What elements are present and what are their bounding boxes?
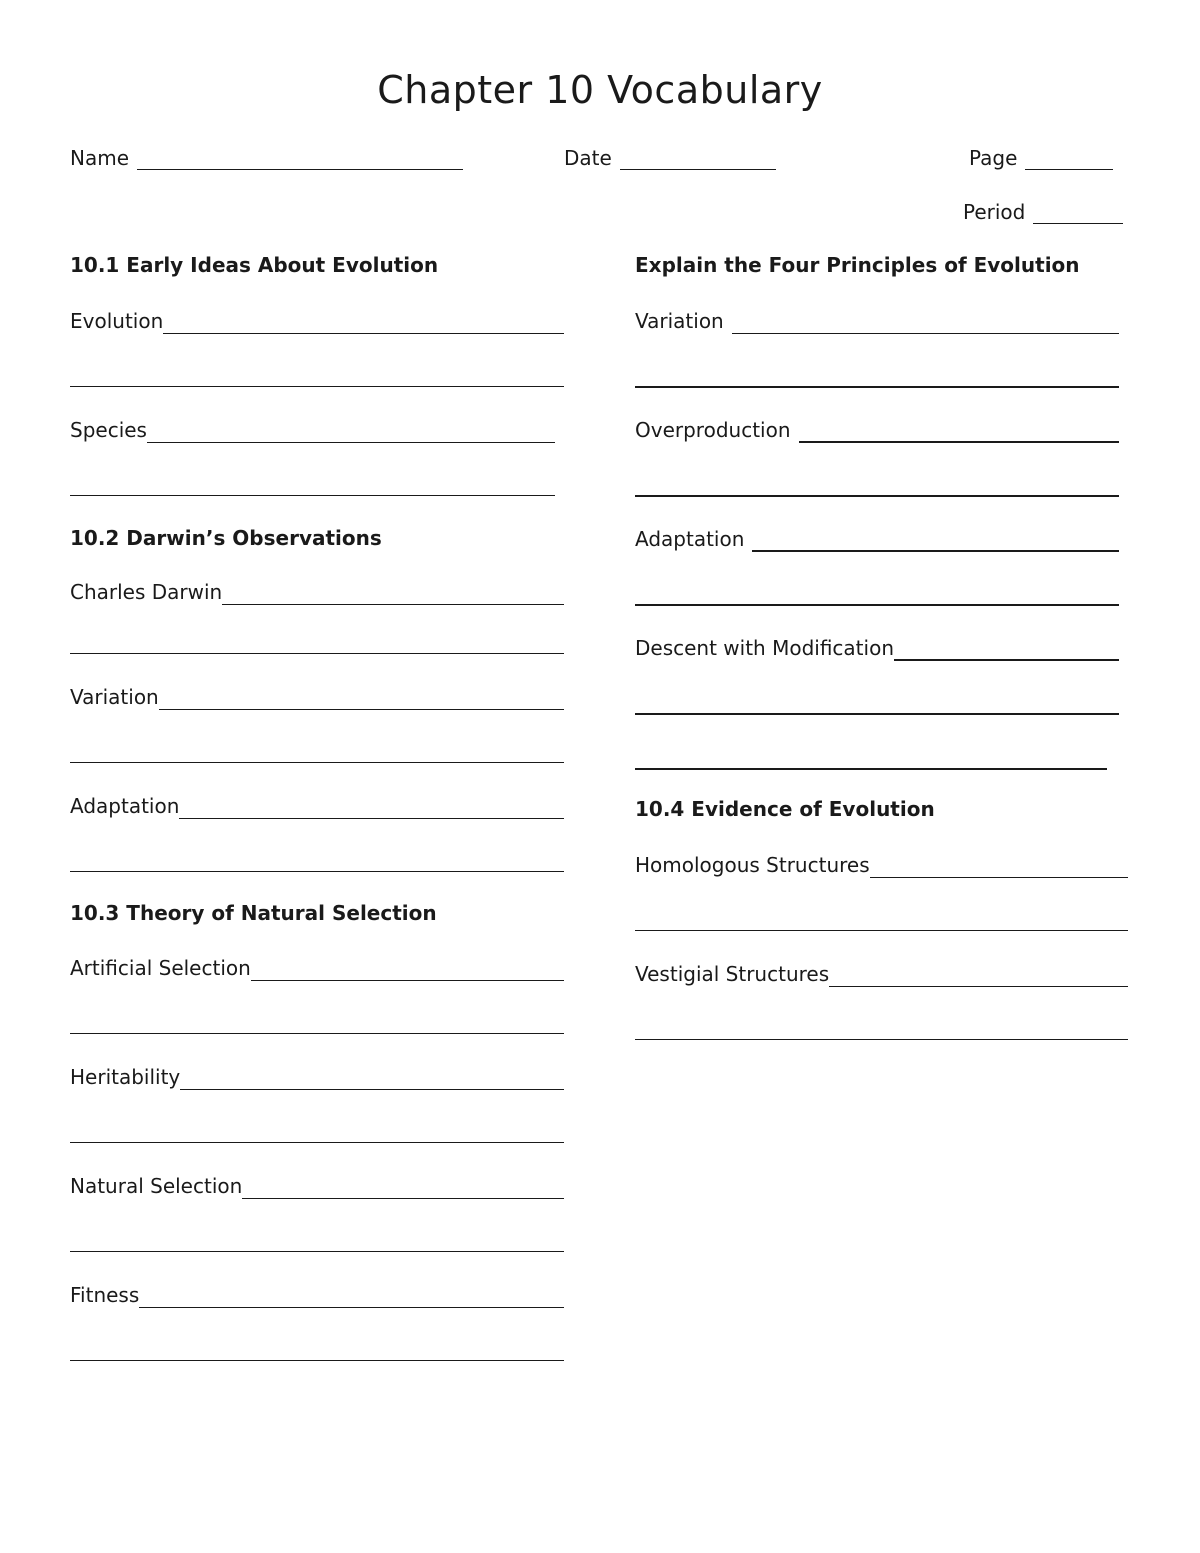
term-label: Species [70, 418, 147, 442]
answer-blank[interactable] [752, 530, 1119, 552]
answer-blank[interactable] [894, 639, 1119, 661]
term-species[interactable] [70, 417, 555, 443]
answer-blank[interactable] [159, 689, 564, 710]
term-natural-selection[interactable] [70, 1173, 564, 1199]
term-label: Natural Selection [70, 1174, 243, 1198]
answer-blank[interactable] [242, 1178, 564, 1199]
answer-blank[interactable] [251, 960, 564, 981]
answer-line[interactable] [635, 713, 1119, 715]
answer-blank[interactable] [147, 422, 555, 443]
answer-line[interactable] [70, 653, 564, 654]
term-label: Overproduction [635, 418, 791, 442]
term-label: Variation [635, 309, 724, 333]
section-heading-principles: Explain the Four Principles of Evolution [635, 253, 1080, 277]
principle-overproduction[interactable] [635, 417, 1119, 443]
term-adaptation[interactable] [70, 793, 564, 819]
answer-line[interactable] [70, 1142, 564, 1143]
page-label: Page [969, 146, 1018, 170]
answer-blank[interactable] [163, 313, 564, 334]
name-field[interactable] [70, 146, 463, 170]
answer-blank[interactable] [179, 798, 564, 819]
term-charles-darwin[interactable] [70, 579, 564, 605]
date-field[interactable] [564, 146, 776, 170]
answer-line[interactable] [635, 604, 1119, 606]
date-label: Date [564, 146, 612, 170]
principle-descent-with-modification[interactable] [635, 635, 1119, 661]
section-heading-10-4: 10.4 Evidence of Evolution [635, 797, 935, 821]
answer-line[interactable] [635, 930, 1128, 931]
term-label: Variation [70, 685, 159, 709]
term-label: Heritability [70, 1065, 181, 1089]
term-variation[interactable] [70, 684, 564, 710]
term-homologous-structures[interactable] [635, 852, 1128, 878]
answer-blank[interactable] [180, 1069, 564, 1090]
answer-blank[interactable] [139, 1287, 564, 1308]
term-vestigial-structures[interactable] [635, 961, 1128, 987]
answer-blank[interactable] [222, 584, 564, 605]
term-label: Descent with Modification [635, 636, 894, 660]
term-label: Vestigial Structures [635, 962, 830, 986]
section-heading-10-2: 10.2 Darwin’s Observations [70, 526, 382, 550]
term-heritability[interactable] [70, 1064, 564, 1090]
term-label: Fitness [70, 1283, 140, 1307]
answer-line[interactable] [635, 386, 1119, 388]
answer-line[interactable] [635, 768, 1107, 770]
answer-line[interactable] [70, 1033, 564, 1034]
principle-adaptation[interactable] [635, 526, 1119, 552]
date-blank[interactable] [620, 149, 776, 170]
term-label: Evolution [70, 309, 164, 333]
term-label: Charles Darwin [70, 580, 223, 604]
answer-blank[interactable] [829, 966, 1128, 987]
term-label: Adaptation [70, 794, 180, 818]
term-evolution[interactable] [70, 308, 564, 334]
page-title: Chapter 10 Vocabulary [377, 68, 823, 112]
answer-line[interactable] [70, 1251, 564, 1252]
period-blank[interactable] [1033, 203, 1123, 224]
term-fitness[interactable] [70, 1282, 564, 1308]
answer-blank[interactable] [870, 857, 1128, 878]
answer-line[interactable] [635, 495, 1119, 497]
section-heading-10-1: 10.1 Early Ideas About Evolution [70, 253, 439, 277]
answer-line[interactable] [70, 871, 564, 872]
section-heading-10-3: 10.3 Theory of Natural Selection [70, 901, 437, 925]
name-blank[interactable] [137, 149, 463, 170]
period-label: Period [963, 200, 1026, 224]
name-label: Name [70, 146, 130, 170]
term-label: Artificial Selection [70, 956, 251, 980]
answer-line[interactable] [70, 1360, 564, 1361]
answer-line[interactable] [635, 1039, 1128, 1040]
answer-blank[interactable] [799, 421, 1120, 443]
period-field[interactable] [963, 200, 1123, 224]
page-field[interactable] [969, 146, 1113, 170]
term-artificial-selection[interactable] [70, 955, 564, 981]
principle-variation[interactable] [635, 308, 1119, 334]
answer-line[interactable] [70, 495, 555, 496]
term-label: Adaptation [635, 527, 745, 551]
answer-line[interactable] [70, 386, 564, 387]
answer-blank[interactable] [732, 313, 1119, 334]
answer-line[interactable] [70, 762, 564, 763]
page-blank[interactable] [1025, 149, 1113, 170]
term-label: Homologous Structures [635, 853, 870, 877]
